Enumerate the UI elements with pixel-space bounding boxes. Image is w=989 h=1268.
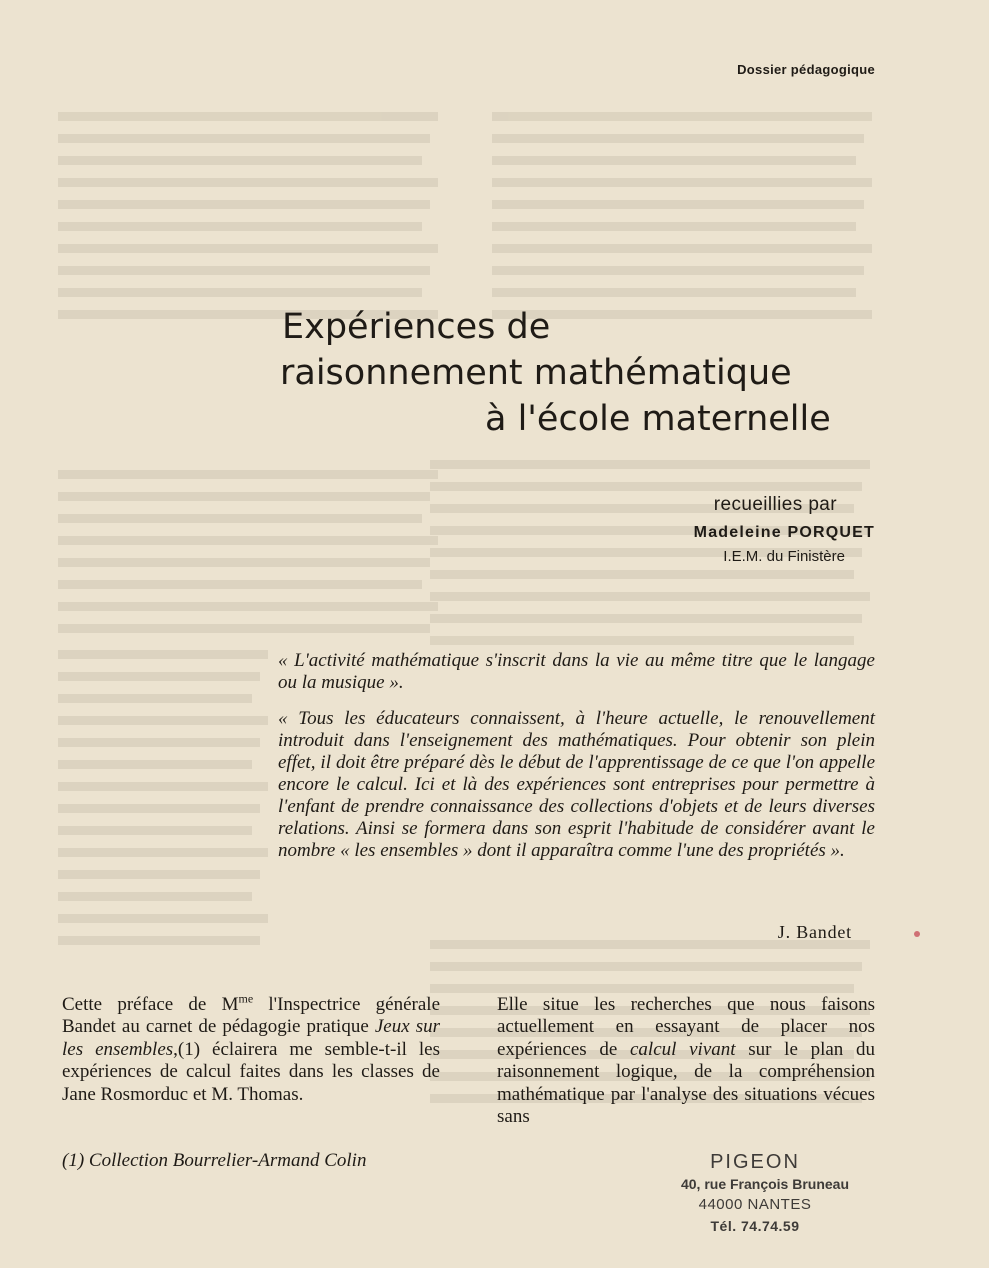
byline — [694, 490, 875, 568]
bleed-through-line — [58, 514, 422, 523]
body-column-left — [62, 991, 441, 1106]
bleed-through-line — [492, 134, 864, 143]
title-line-3: à l'école maternelle — [485, 399, 831, 439]
bleed-through-line — [492, 112, 872, 121]
bleed-through-line — [492, 222, 856, 231]
bleed-through-line — [492, 288, 856, 297]
bleed-through-line — [58, 112, 438, 121]
bleed-through-line — [58, 558, 430, 567]
bleed-through-line — [58, 156, 422, 165]
bleed-through-line — [58, 870, 260, 879]
bleed-through-line — [492, 156, 856, 165]
epigraph-quote-1: « L'activité mathématique s'inscrit dans la vie au même titre que le langage ou la musique ». — [278, 650, 875, 693]
bleed-through-line — [492, 244, 872, 253]
bleed-through-line — [430, 570, 854, 579]
bleed-through-line — [58, 580, 422, 589]
body-paragraph-right — [497, 994, 875, 1128]
bleed-through-line — [58, 848, 268, 857]
text-run: Cette préface de M — [62, 994, 239, 1015]
title-line-2: raisonnement mathématique — [280, 353, 792, 393]
text-run: ,(1) éclairera me semble-t-il les expériences de calcul faites dans les classes de Jane Rosmorduc et M. Thomas. — [62, 1038, 440, 1105]
bleed-through-line — [58, 244, 438, 253]
epigraph — [278, 650, 875, 876]
epigraph-signature: J. Bandet — [777, 922, 852, 942]
bleed-through-line — [58, 200, 430, 209]
bleed-through-line — [58, 178, 438, 187]
bleed-through-line — [58, 470, 438, 479]
ink-speck — [914, 931, 920, 937]
footnote: (1) Collection Bourrelier-Armand Colin — [62, 1150, 367, 1171]
bleed-through-line — [58, 134, 430, 143]
article-title — [278, 304, 878, 442]
superscript: me — [238, 991, 254, 1006]
book-title: Jeux sur les ensembles — [62, 1016, 441, 1060]
bleed-through-line — [492, 178, 872, 187]
bleed-through-line — [58, 492, 430, 501]
epigraph-quote-2: « Tous les éducateurs connaissent, à l'heure actuelle, le renouvellement introduit dans l'enseignement des mathématiques. Pour obtenir son plein effet, il doit être préparé dès le début de l'apprentissage de ce que l'on appelle encore le calcul. Ici et là des expériences sont entreprises pour permettre à l'enfant de prendre connaissance des collections d'objets et de leurs diverses relations. Ainsi se formera dans son esprit l'habitude de considérer avant le nombre « les ensembles » dont il apparaîtra comme l'une des propriétés ». — [278, 708, 875, 861]
author-name: Madeleine PORQUET — [693, 524, 875, 541]
ownership-stamp — [630, 1150, 880, 1236]
stamp-phone: Tél. 74.74.59 — [710, 1218, 800, 1234]
bleed-through-line — [58, 222, 422, 231]
bleed-through-line — [58, 716, 268, 725]
bleed-through-line — [58, 892, 252, 901]
title-line-1: Expériences de — [282, 307, 551, 347]
text-run: Elle situe les recherches que nous faisons actuellement en essayant de placer nos expériences de — [497, 994, 875, 1060]
text-run: sur le plan du raisonnement logique, de la compréhension mathématique par l'analyse des situations vécues sans — [497, 1038, 875, 1128]
stamp-street: 40, rue François Bruneau — [680, 1176, 850, 1192]
stamp-name: PIGEON — [710, 1151, 800, 1173]
bleed-through-line — [58, 288, 422, 297]
bleed-through-line — [492, 200, 864, 209]
bleed-through-line — [58, 914, 268, 923]
byline-prefix: recueillies par — [713, 494, 837, 515]
bleed-through-line — [58, 738, 260, 747]
text-run: l'Inspectrice générale Bandet au carnet de pédagogie pratique — [62, 994, 441, 1038]
bleed-through-line — [58, 760, 252, 769]
bleed-through-line — [58, 694, 252, 703]
bleed-through-line — [58, 602, 438, 611]
bleed-through-line — [58, 804, 260, 813]
bleed-through-line — [58, 624, 430, 633]
bleed-through-line — [58, 266, 430, 275]
bleed-through-line — [58, 936, 260, 945]
bleed-through-line — [58, 536, 438, 545]
body-paragraph-left — [62, 991, 441, 1106]
stamp-city: 44000 NANTES — [698, 1196, 812, 1213]
bleed-through-line — [430, 962, 862, 971]
bleed-through-line — [58, 782, 268, 791]
bleed-through-line — [430, 984, 854, 993]
bleed-through-line — [58, 826, 252, 835]
bleed-through-line — [430, 460, 870, 469]
bleed-through-line — [430, 636, 854, 645]
bleed-through-line — [430, 614, 862, 623]
bleed-through-line — [58, 672, 260, 681]
author-role: I.E.M. du Finistère — [723, 548, 845, 565]
bleed-through-line — [58, 650, 268, 659]
body-column-right — [497, 994, 875, 1128]
bleed-through-line — [430, 592, 870, 601]
section-label: Dossier pédagogique — [737, 62, 875, 77]
bleed-through-line — [492, 266, 864, 275]
emphasis: calcul vivant — [630, 1038, 736, 1060]
